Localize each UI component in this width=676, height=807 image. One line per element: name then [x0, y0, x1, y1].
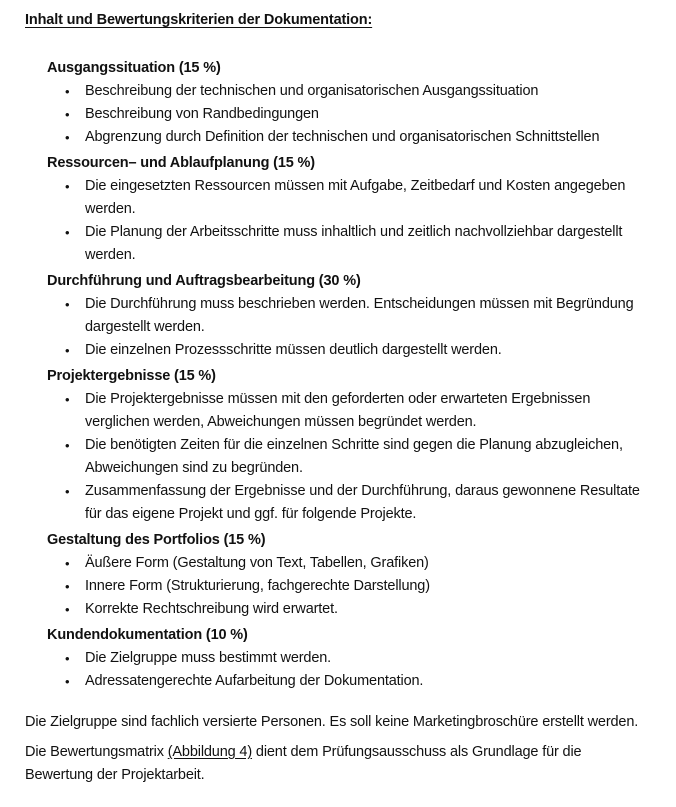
figure-reference-link[interactable]: (Abbildung 4) [167, 744, 253, 760]
bullet-dot-icon: • [65, 556, 70, 571]
bullet-text: Die einzelnen Prozessschritte müssen deutlich dargestellt werden. [85, 342, 502, 358]
bullet-list [25, 80, 650, 149]
section-heading-durchfuehrung-auftragsbearbeitung: Durchführung und Auftragsbearbeitung (30 %) [47, 273, 361, 289]
bullet-dot-icon: • [65, 602, 70, 617]
section-ressourcen-ablaufplanung [25, 152, 650, 267]
section-durchfuehrung-auftragsbearbeitung [25, 270, 650, 362]
bullet-text: Die Planung der Arbeitsschritte muss inhaltlich und zeitlich nachvollziehbar dargestellt werden. [85, 224, 623, 263]
bullet-item [25, 103, 650, 126]
bullet-list [25, 647, 650, 693]
closing-paragraph-text-after: dient dem Prüfungsausschuss als Grundlage für die Bewertung der Projektarbeit. [25, 744, 582, 783]
bullet-dot-icon: • [65, 674, 70, 689]
bullet-text: Die benötigten Zeiten für die einzelnen Schritte sind gegen die Planung abzugleichen, Abweichungen sind zu begründen. [85, 437, 623, 476]
section-kundendokumentation [25, 624, 650, 693]
bullet-item [25, 647, 650, 670]
bullet-dot-icon: • [65, 130, 70, 145]
bullet-dot-icon: • [65, 107, 70, 122]
bullet-item [25, 293, 650, 339]
bullet-text: Beschreibung von Randbedingungen [85, 106, 319, 122]
section-gestaltung-portfolios [25, 529, 650, 621]
bullet-item [25, 552, 650, 575]
section-heading-gestaltung-portfolios: Gestaltung des Portfolios (15 %) [47, 532, 266, 548]
bullet-dot-icon: • [65, 179, 70, 194]
bullet-text: Äußere Form (Gestaltung von Text, Tabellen, Grafiken) [85, 555, 429, 571]
section-ausgangssituation [25, 57, 650, 149]
bullet-text: Abgrenzung durch Definition der technischen und organisatorischen Schnittstellen [85, 129, 600, 145]
bullet-text: Innere Form (Strukturierung, fachgerechte Darstellung) [85, 578, 430, 594]
bullet-dot-icon: • [65, 297, 70, 312]
section-projektergebnisse [25, 365, 650, 526]
bullet-dot-icon: • [65, 84, 70, 99]
section-heading-kundendokumentation: Kundendokumentation (10 %) [47, 627, 248, 643]
bullet-dot-icon: • [65, 484, 70, 499]
section-heading-ressourcen-ablaufplanung: Ressourcen– und Ablaufplanung (15 %) [47, 155, 315, 171]
bullet-item [25, 575, 650, 598]
bullet-item [25, 480, 650, 526]
bullet-dot-icon: • [65, 651, 70, 666]
bullet-dot-icon: • [65, 392, 70, 407]
bullet-dot-icon: • [65, 579, 70, 594]
bullet-text: Korrekte Rechtschreibung wird erwartet. [85, 601, 338, 617]
bullet-dot-icon: • [65, 225, 70, 240]
bullet-item [25, 388, 650, 434]
bullet-dot-icon: • [65, 343, 70, 358]
bullet-list [25, 293, 650, 362]
bullet-item [25, 339, 650, 362]
bullet-dot-icon: • [65, 438, 70, 453]
bullet-list [25, 175, 650, 267]
bullet-item [25, 221, 650, 267]
bullet-item [25, 80, 650, 103]
bullet-text: Beschreibung der technischen und organisatorischen Ausgangssituation [85, 83, 539, 99]
section-heading-projektergebnisse: Projektergebnisse (15 %) [47, 368, 216, 384]
bullet-item [25, 598, 650, 621]
bullet-text: Adressatengerechte Aufarbeitung der Dokumentation. [85, 673, 424, 689]
bullet-list [25, 552, 650, 621]
bullet-item [25, 434, 650, 480]
bullet-text: Die Zielgruppe muss bestimmt werden. [85, 650, 332, 666]
closing-paragraph-text-before: Die Bewertungsmatrix [25, 744, 168, 760]
bullet-text: Zusammenfassung der Ergebnisse und der Durchführung, daraus gewonnene Resultate für das eigene Projekt und ggf. für folgende Projekte. [85, 483, 640, 522]
bullet-text: Die Durchführung muss beschrieben werden. Entscheidungen müssen mit Begründung dargestellt werden. [85, 296, 634, 335]
bullet-text: Die Projektergebnisse müssen mit den geforderten oder erwarteten Ergebnissen verglichen werden, Abweichungen müssen begründet werden. [85, 391, 591, 430]
bullet-item [25, 126, 650, 149]
closing-paragraph-bewertungsmatrix [25, 741, 650, 787]
closing-paragraph-zielgruppe: Die Zielgruppe sind fachlich versierte Personen. Es soll keine Marketingbroschüre erstellt werden. [25, 714, 639, 730]
bullet-item [25, 670, 650, 693]
bullet-list [25, 388, 650, 526]
section-heading-ausgangssituation: Ausgangssituation (15 %) [47, 60, 221, 76]
page-title: Inhalt und Bewertungskriterien der Dokumentation: [25, 12, 373, 28]
bullet-item [25, 175, 650, 221]
bullet-text: Die eingesetzten Ressourcen müssen mit Aufgabe, Zeitbedarf und Kosten angegeben werden. [85, 178, 626, 217]
